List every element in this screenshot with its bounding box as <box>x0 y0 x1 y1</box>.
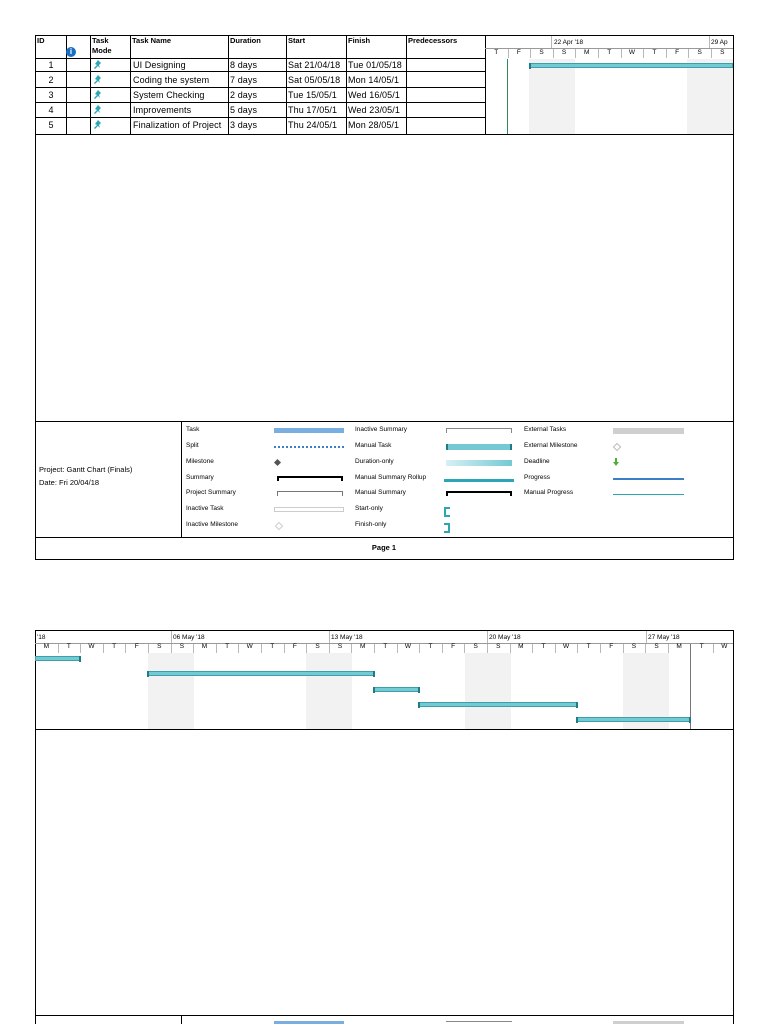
task-bar-endcap <box>147 671 149 677</box>
task-bar[interactable] <box>419 702 577 707</box>
task-bar-endcap <box>373 671 375 677</box>
week-divider <box>709 36 710 48</box>
task-bar-endcap <box>576 702 578 708</box>
row-id: 3 <box>48 90 54 100</box>
day-divider <box>532 644 533 653</box>
day-divider <box>711 49 712 58</box>
day-divider <box>510 644 511 653</box>
day-divider <box>419 644 420 653</box>
day-letter: F <box>451 643 456 650</box>
day-divider <box>125 644 126 653</box>
day-letter: M <box>583 49 590 56</box>
day-divider <box>80 644 81 653</box>
day-letter: M <box>676 643 682 650</box>
task-bar-endcap <box>576 717 578 723</box>
day-divider <box>575 49 576 58</box>
legend-external-tasks-label: External Tasks <box>524 426 567 433</box>
legend-progress-swatch <box>613 478 684 480</box>
day-divider <box>284 644 285 653</box>
day-letter: T <box>652 49 657 56</box>
day-divider <box>688 49 689 58</box>
row-task-name: UI Designing <box>133 60 186 70</box>
legend-top-border <box>35 421 733 422</box>
day-divider <box>621 49 622 58</box>
day-divider <box>442 644 443 653</box>
legend-start-only-label: Start-only <box>355 505 383 512</box>
legend-duration-only-label: Duration-only <box>355 458 394 465</box>
legend-inactive-summary-swatch <box>446 428 512 433</box>
day-letter: M <box>43 643 49 650</box>
day-letter: T <box>699 643 704 650</box>
header-predecessors: Predecessors <box>408 36 458 45</box>
day-divider <box>238 644 239 653</box>
header-id: ID <box>37 36 45 45</box>
legend-external-milestone-swatch <box>613 443 621 451</box>
day-letter: F <box>609 643 614 650</box>
day-letter: S <box>157 643 162 650</box>
legend-inactive-summary-swatch-cropped <box>446 1021 512 1025</box>
week-label: 06 May '18 <box>173 634 205 641</box>
day-letter: T <box>225 643 230 650</box>
row-start: Sat 21/04/18 <box>288 60 341 70</box>
day-divider <box>374 644 375 653</box>
page2-chart-bottom <box>35 729 733 730</box>
row-duration: 2 days <box>230 90 258 100</box>
day-divider <box>666 49 667 58</box>
task-bar[interactable] <box>35 656 80 661</box>
day-divider <box>58 644 59 653</box>
legend-manual-task-swatch <box>446 444 512 450</box>
day-letter: T <box>270 643 275 650</box>
week-label: 22 Apr '18 <box>554 39 584 46</box>
day-letter: W <box>563 643 570 650</box>
row-finish: Wed 16/05/1 <box>348 90 400 100</box>
day-letter: F <box>675 49 680 56</box>
page-number: Page 1 <box>371 543 397 552</box>
day-divider <box>261 644 262 653</box>
day-divider <box>171 644 172 653</box>
day-letter: S <box>539 49 544 56</box>
header-finish: Finish <box>348 36 371 45</box>
weekend-shade <box>465 653 511 729</box>
day-letter: T <box>428 643 433 650</box>
row-finish: Wed 23/05/1 <box>348 105 400 115</box>
legend-manual-task-label: Manual Task <box>355 442 392 449</box>
week-divider <box>487 631 488 643</box>
legend-manual-progress-label: Manual Progress <box>524 489 574 496</box>
day-letter: T <box>607 49 612 56</box>
header-task-mode-line1: Task <box>92 36 109 45</box>
row-duration: 5 days <box>230 105 258 115</box>
day-letter: S <box>473 643 478 650</box>
week-divider <box>646 631 647 643</box>
task-bar-endcap <box>418 687 420 693</box>
day-letter: S <box>179 643 185 650</box>
legend-inactive-summary-label: Inactive Summary <box>355 426 408 433</box>
day-letter: S <box>720 49 725 56</box>
day-divider <box>351 644 352 653</box>
day-letter: T <box>66 643 71 650</box>
day-letter: T <box>494 49 499 56</box>
day-letter: S <box>697 49 702 56</box>
row-id: 5 <box>48 120 54 130</box>
row-line <box>35 71 485 72</box>
week-divider <box>171 631 172 643</box>
row-finish: Mon 28/05/1 <box>348 120 400 130</box>
page2-top-border <box>35 630 733 631</box>
day-divider <box>306 644 307 653</box>
date-label: Date: Fri 20/04/18 <box>39 478 100 487</box>
current-date-line <box>507 59 508 134</box>
day-letter: S <box>631 643 637 650</box>
manual-task-pin-icon <box>93 60 103 70</box>
week-label: '18 <box>37 634 46 641</box>
day-divider <box>623 644 624 653</box>
footer-top-border <box>35 537 733 538</box>
week-label: 27 May '18 <box>648 634 680 641</box>
weekend-shade <box>529 59 575 134</box>
week-divider <box>551 36 552 48</box>
task-bar-endcap <box>373 687 375 693</box>
legend-duration-only-swatch <box>446 460 512 466</box>
page2-legend-top <box>35 1015 733 1016</box>
day-letter: W <box>88 643 95 650</box>
legend-manual-summary-rollup-swatch <box>444 479 514 482</box>
legend-project-summary-swatch <box>277 491 343 496</box>
day-letter: F <box>134 643 139 650</box>
header-task-mode-line2: Mode <box>92 46 112 55</box>
header-start: Start <box>288 36 306 45</box>
day-divider <box>553 49 554 58</box>
legend-inactive-milestone-swatch <box>275 522 283 530</box>
header-task-name: Task Name <box>132 36 172 45</box>
day-divider <box>216 644 217 653</box>
row-line <box>35 117 485 118</box>
header-bottom <box>35 58 485 59</box>
day-divider <box>103 644 104 653</box>
legend-external-milestone-label: External Milestone <box>524 442 578 449</box>
row-start: Thu 24/05/1 <box>288 120 338 130</box>
day-divider <box>487 644 488 653</box>
legend-manual-summary-swatch <box>446 491 512 496</box>
day-divider <box>508 49 509 58</box>
legend-milestone-swatch <box>274 459 281 466</box>
legend-split-label: Split <box>186 442 199 449</box>
col-divider <box>406 35 407 134</box>
day-letter: T <box>586 643 591 650</box>
manual-task-pin-icon <box>93 90 103 100</box>
row-finish: Mon 14/05/1 <box>348 75 400 85</box>
task-bar-endcap <box>529 63 531 69</box>
day-divider <box>645 644 646 653</box>
row-task-name: Improvements <box>133 105 192 115</box>
task-bar[interactable] <box>374 687 419 692</box>
day-divider <box>555 644 556 653</box>
day-letter: W <box>404 643 411 650</box>
legend-finish-only-label: Finish-only <box>355 521 387 528</box>
page1-table-bottom <box>35 134 733 135</box>
legend-project-summary-label: Project Summary <box>186 489 236 496</box>
day-divider <box>668 644 669 653</box>
task-bar[interactable] <box>577 717 690 722</box>
row-duration: 3 days <box>230 120 258 130</box>
row-duration: 7 days <box>230 75 258 85</box>
day-letter: S <box>496 643 501 650</box>
day-divider <box>577 644 578 653</box>
row-task-name: Coding the system <box>133 75 210 85</box>
legend-inactive-task-label: Inactive Task <box>186 505 224 512</box>
col-divider <box>130 35 131 134</box>
row-id: 2 <box>48 75 54 85</box>
legend-task-label: Task <box>186 426 200 433</box>
manual-task-pin-icon <box>93 120 103 130</box>
legend-finish-only-swatch <box>444 523 450 533</box>
day-letter: M <box>359 643 366 650</box>
col-divider <box>346 35 347 134</box>
legend-divider <box>181 1015 182 1024</box>
info-icon: i <box>66 47 76 57</box>
col-divider <box>90 35 91 134</box>
col-divider <box>228 35 229 134</box>
legend-inactive-task-swatch <box>274 507 344 512</box>
day-letter: F <box>292 643 297 650</box>
day-divider <box>713 644 714 653</box>
legend-split-swatch <box>274 446 344 450</box>
row-finish: Tue 01/05/18 <box>348 60 402 70</box>
day-divider <box>530 49 531 58</box>
row-task-name: System Checking <box>133 90 205 100</box>
legend-summary-swatch <box>277 476 343 481</box>
day-divider <box>148 644 149 653</box>
day-letter: W <box>628 49 635 56</box>
legend-progress-label: Progress <box>524 474 551 481</box>
day-divider <box>397 644 398 653</box>
week-divider <box>329 631 330 643</box>
task-bar-endcap <box>79 656 81 662</box>
day-letter: T <box>383 643 388 650</box>
task-bar[interactable] <box>148 671 374 676</box>
legend-inactive-milestone-label: Inactive Milestone <box>186 521 239 528</box>
row-start: Tue 15/05/1 <box>288 90 337 100</box>
row-start: Sat 05/05/18 <box>288 75 341 85</box>
header-duration: Duration <box>230 36 261 45</box>
day-letter: T <box>541 643 546 650</box>
deadline-arrow-icon <box>612 458 620 466</box>
row-line <box>35 87 485 88</box>
day-letter: S <box>315 643 320 650</box>
legend-summary-label: Summary <box>186 474 214 481</box>
day-letter: S <box>561 49 567 56</box>
row-start: Thu 17/05/1 <box>288 105 338 115</box>
legend-milestone-label: Milestone <box>186 458 214 465</box>
legend-start-only-swatch <box>444 507 450 517</box>
week-label: 20 May '18 <box>489 634 521 641</box>
week-label: 29 Ap <box>711 39 728 46</box>
page1-bottom-border <box>35 559 734 560</box>
weekend-shade <box>148 653 194 729</box>
week-label: 13 May '18 <box>331 634 363 641</box>
legend-manual-summary-label: Manual Summary <box>355 489 406 496</box>
day-letter: S <box>337 643 343 650</box>
row-id: 4 <box>48 105 54 115</box>
day-letter: T <box>112 643 117 650</box>
task-bar-endcap <box>689 717 691 723</box>
task-bar[interactable] <box>530 63 733 68</box>
legend-manual-progress-swatch <box>613 494 684 495</box>
page2-left-border <box>35 630 36 1024</box>
day-divider <box>193 644 194 653</box>
row-line <box>35 102 485 103</box>
day-letter: W <box>246 643 253 650</box>
manual-task-pin-icon <box>93 75 103 85</box>
day-letter: M <box>201 643 208 650</box>
day-letter: S <box>654 643 659 650</box>
day-divider <box>329 644 330 653</box>
day-divider <box>600 644 601 653</box>
legend-external-tasks-swatch <box>613 428 684 434</box>
day-divider <box>464 644 465 653</box>
manual-task-pin-icon <box>93 105 103 115</box>
row-id: 1 <box>48 60 54 70</box>
legend-manual-summary-rollup-label: Manual Summary Rollup <box>355 474 427 481</box>
page2-right-border <box>733 630 734 1024</box>
weekend-shade <box>687 59 733 134</box>
day-letter: F <box>516 49 521 56</box>
legend-divider <box>181 421 182 537</box>
day-letter: M <box>518 643 524 650</box>
row-duration: 8 days <box>230 60 258 70</box>
legend-deadline-label: Deadline <box>524 458 550 465</box>
row-task-name: Finalization of Project <box>133 120 222 130</box>
day-divider <box>598 49 599 58</box>
legend-task-swatch <box>274 428 344 433</box>
day-letter: W <box>721 643 728 650</box>
project-label: Project: Gantt Chart (Finals) <box>39 465 133 474</box>
day-divider <box>643 49 644 58</box>
weekend-shade <box>306 653 352 729</box>
page1-right-border <box>733 35 734 559</box>
col-divider <box>286 35 287 134</box>
task-bar-endcap <box>418 702 420 708</box>
